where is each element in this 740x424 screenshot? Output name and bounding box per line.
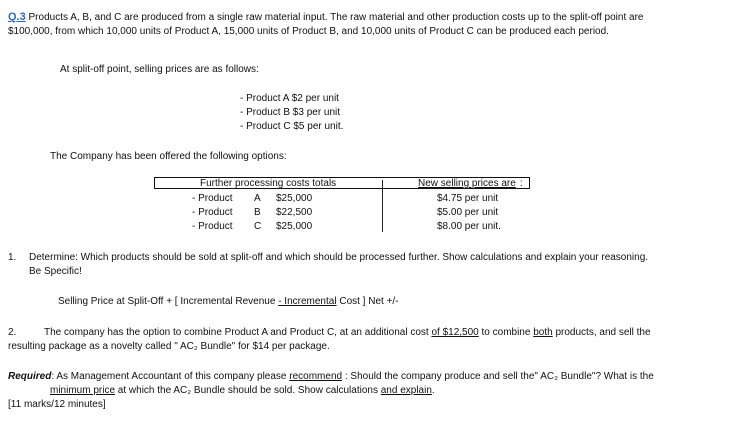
question-line-2: $100,000, from which 10,000 units of Product A, 15,000 units of Product B, and 10,000 units of Product C can be produced each period. bbox=[8, 26, 609, 37]
table-row-a-price: $4.75 per unit bbox=[437, 193, 499, 204]
task2-text-b: of $12,500 bbox=[431, 327, 479, 338]
task2-text-e: products, and sell the bbox=[552, 327, 651, 338]
task2-text-a: The company has the option to combine Product A and Product C, at an additional cost bbox=[44, 327, 432, 338]
table-col2-header-suffix: : bbox=[519, 178, 523, 189]
table-row-c-label: - Product bbox=[192, 221, 233, 232]
table-row-b-label: - Product bbox=[192, 207, 233, 218]
required-line2-a: minimum price bbox=[50, 385, 116, 396]
task1-line-2: Be Specific! bbox=[29, 266, 82, 277]
table-row-c-letter: C bbox=[254, 221, 262, 232]
task1-line-1: Determine: Which products should be sold at split-off and which should be processed further. Show calculations and explain your reasoning. bbox=[29, 252, 649, 263]
task2-text-d: both bbox=[533, 327, 553, 338]
table-row-c-cost: $25,000 bbox=[276, 221, 313, 232]
price-product-a: - Product A $2 per unit bbox=[240, 93, 339, 104]
question-text-1: Products A, B, and C are produced from a single raw material input. The raw material and other production costs up to the split-off point are bbox=[25, 12, 644, 23]
price-product-c: - Product C $5 per unit. bbox=[240, 121, 344, 132]
formula-part-1: Selling Price at Split-Off + [ Incremental Revenue bbox=[58, 296, 279, 307]
table-col2-header bbox=[418, 177, 523, 190]
formula-part-2: - Incremental bbox=[278, 296, 337, 307]
table-row-b-price: $5.00 per unit bbox=[437, 207, 499, 218]
required-line2-c: and explain bbox=[380, 385, 432, 396]
options-intro: The Company has been offered the following options: bbox=[50, 151, 287, 162]
task2-line-2: resulting package as a novelty called " AC₂ Bundle" for $14 per package. bbox=[8, 341, 330, 352]
task1-number: 1. bbox=[8, 252, 17, 263]
required-line-1 bbox=[8, 370, 654, 383]
split-off-intro: At split-off point, selling prices are as follows: bbox=[60, 64, 259, 75]
formula-part-3: Cost ] Net +/- bbox=[336, 296, 399, 307]
formula-line bbox=[58, 295, 399, 308]
table-col2-header-text: New selling prices are bbox=[418, 178, 516, 189]
required-text-1: : As Management Accountant of this company please bbox=[51, 371, 290, 382]
table-divider bbox=[382, 180, 383, 232]
task2-line-1 bbox=[44, 326, 651, 339]
table-row-a-cost: $25,000 bbox=[276, 193, 313, 204]
table-row-b-letter: B bbox=[254, 207, 261, 218]
required-line-2 bbox=[50, 384, 435, 397]
question-number: Q.3 bbox=[8, 11, 26, 23]
table-col1-header: Further processing costs totals bbox=[200, 178, 337, 189]
required-text-3: : Should the company produce and sell the" AC₂ Bundle"? What is the bbox=[342, 371, 654, 382]
required-text-2: recommend bbox=[289, 371, 343, 382]
task2-text-c: to combine bbox=[478, 327, 534, 338]
table-row-a-label: - Product bbox=[192, 193, 233, 204]
price-product-b: - Product B $3 per unit bbox=[240, 107, 341, 118]
required-line2-b: at which the AC₂ Bundle should be sold. Show calculations bbox=[115, 385, 381, 396]
table-row-a-letter: A bbox=[254, 193, 261, 204]
table-row-c-price: $8.00 per unit. bbox=[437, 221, 501, 232]
marks-label: [11 marks/12 minutes] bbox=[8, 399, 106, 410]
question-line-1 bbox=[8, 11, 643, 24]
required-label: Required bbox=[8, 371, 52, 382]
required-line2-d: . bbox=[431, 385, 435, 396]
task2-number: 2. bbox=[8, 327, 17, 338]
table-row-b-cost: $22,500 bbox=[276, 207, 313, 218]
